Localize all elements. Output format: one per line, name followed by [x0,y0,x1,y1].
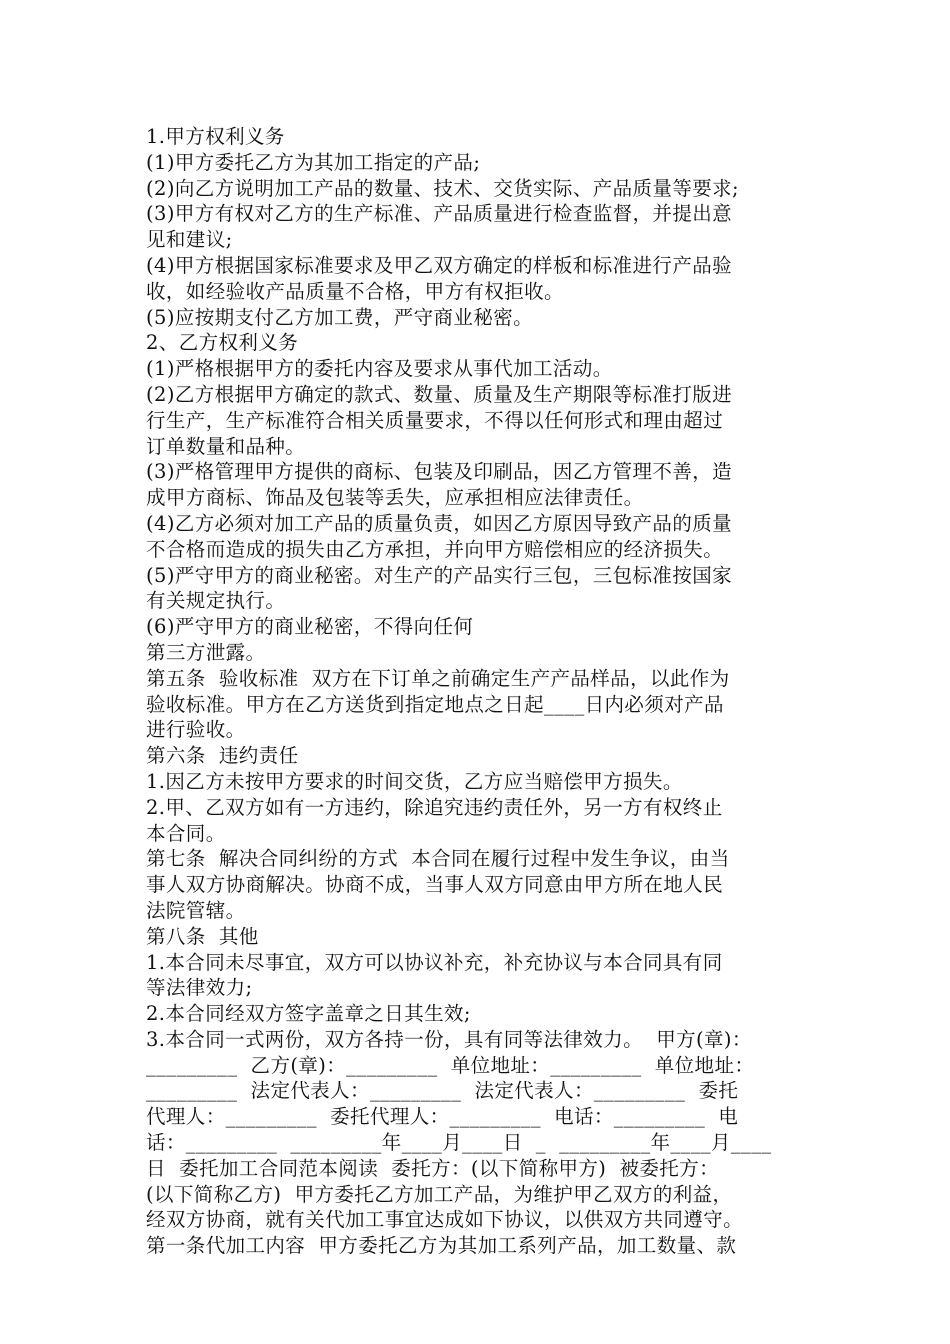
text-line: 验收标准。甲方在乙方送货到指定地点之日起____日内必须对产品 [146,692,724,716]
text-line: 订单数量和品种。 [146,434,306,458]
text-line: 见和建议; [146,228,233,252]
text-line: 有关规定执行。 [146,589,286,613]
text-line: 第七条 解决合同纠纷的方式 本合同在履行过程中发生争议，由当 [146,847,730,871]
text-line: 第一条代加工内容 甲方委托乙方为其加工系列产品，加工数量、款 [146,1234,737,1258]
text-line: (5)应按期支付乙方加工费，严守商业秘密。 [146,305,534,329]
text-line: 第三方泄露。 [146,640,266,664]
text-line: 2.甲、乙双方如有一方违约，除追究违约责任外，另一方有权终止 [146,795,723,819]
text-line: (2)向乙方说明加工产品的数量、技术、交货实际、产品质量等要求; [146,176,739,200]
text-line: 法院管辖。 [146,898,246,922]
text-line: 经双方协商，就有关代加工事宜达成如下协议，以供双方共同遵守。 [146,1208,744,1232]
text-line: 成甲方商标、饰品及包装等丢失，应承担相应法律责任。 [146,486,644,510]
text-line: 2、乙方权利义务 [146,331,299,355]
text-line: (5)严守甲方的商业秘密。对生产的产品实行三包，三包标准按国家 [146,563,733,587]
text-line: 第五条 验收标准 双方在下订单之前确定生产产品样品，以此作为 [146,666,730,690]
contract-document-body [146,124,810,1259]
text-line: (6)严守甲方的商业秘密，不得向任何 [146,615,474,639]
text-line: (3)甲方有权对乙方的生产标准、产品质量进行检查监督，并提出意 [146,202,733,226]
text-line: 事人双方协商解决。协商不成，当事人双方同意由甲方所在地人民 [146,873,724,897]
text-line: 行生产，生产标准符合相关质量要求，不得以任何形式和理由超过 [146,408,724,432]
text-line: 不合格而造成的损失由乙方承担，并向甲方赔偿相应的经济损失。 [146,537,724,561]
text-line: 第八条 其他 [146,924,259,948]
text-line: _________ 法定代表人：_________ 法定代表人：_________ 委托 [146,1079,739,1103]
text-line: 1.本合同未尽事宜，双方可以协议补充，补充协议与本合同具有同 [146,950,723,974]
text-line: 3.本合同一式两份，双方各持一份，具有同等法律效力。 甲方(章)： [146,1027,752,1051]
text-line: (2)乙方根据甲方确定的款式、数量、质量及生产期限等标准打版进 [146,382,733,406]
text-line: 日 委托加工合同范本阅读 委托方：(以下简称甲方) 被委托方： [146,1156,720,1180]
text-line: 本合同。 [146,821,226,845]
text-line: 等法律效力; [146,976,253,1000]
text-line: (3)严格管理甲方提供的商标、包装及印刷品，因乙方管理不善，造 [146,460,733,484]
text-line: 2.本合同经双方签字盖章之日其生效; [146,1002,471,1026]
text-line: 代理人：_________ 委托代理人：_________ 电话：_________ 电 [146,1105,739,1129]
text-line: 1.甲方权利义务 [146,125,285,148]
text-line: _________ 乙方(章)：_________ 单位地址：_________ 单位地址： [146,1053,755,1077]
text-line: (1)甲方委托乙方为其加工指定的产品; [146,150,481,174]
text-line: (4)甲方根据国家标准要求及甲乙双方确定的样板和标准进行产品验 [146,253,733,277]
text-line: (4)乙方必须对加工产品的质量负责，如因乙方原因导致产品的质量 [146,511,733,535]
text-line: 1.因乙方未按甲方要求的时间交货，乙方应当赔偿甲方损失。 [146,769,683,793]
text-line: (以下简称乙方) 甲方委托乙方加工产品，为维护甲乙双方的利益， [146,1182,733,1206]
text-line: 收，如经验收产品质量不合格，甲方有权拒收。 [146,279,564,303]
text-line: 进行验收。 [146,718,246,742]
text-line: 第六条 违约责任 [146,744,299,768]
text-line: (1)严格根据甲方的委托内容及要求从事代加工活动。 [146,357,613,381]
text-line: 话：_________ _________年____月____日 _ _________年____月____ [146,1131,772,1155]
